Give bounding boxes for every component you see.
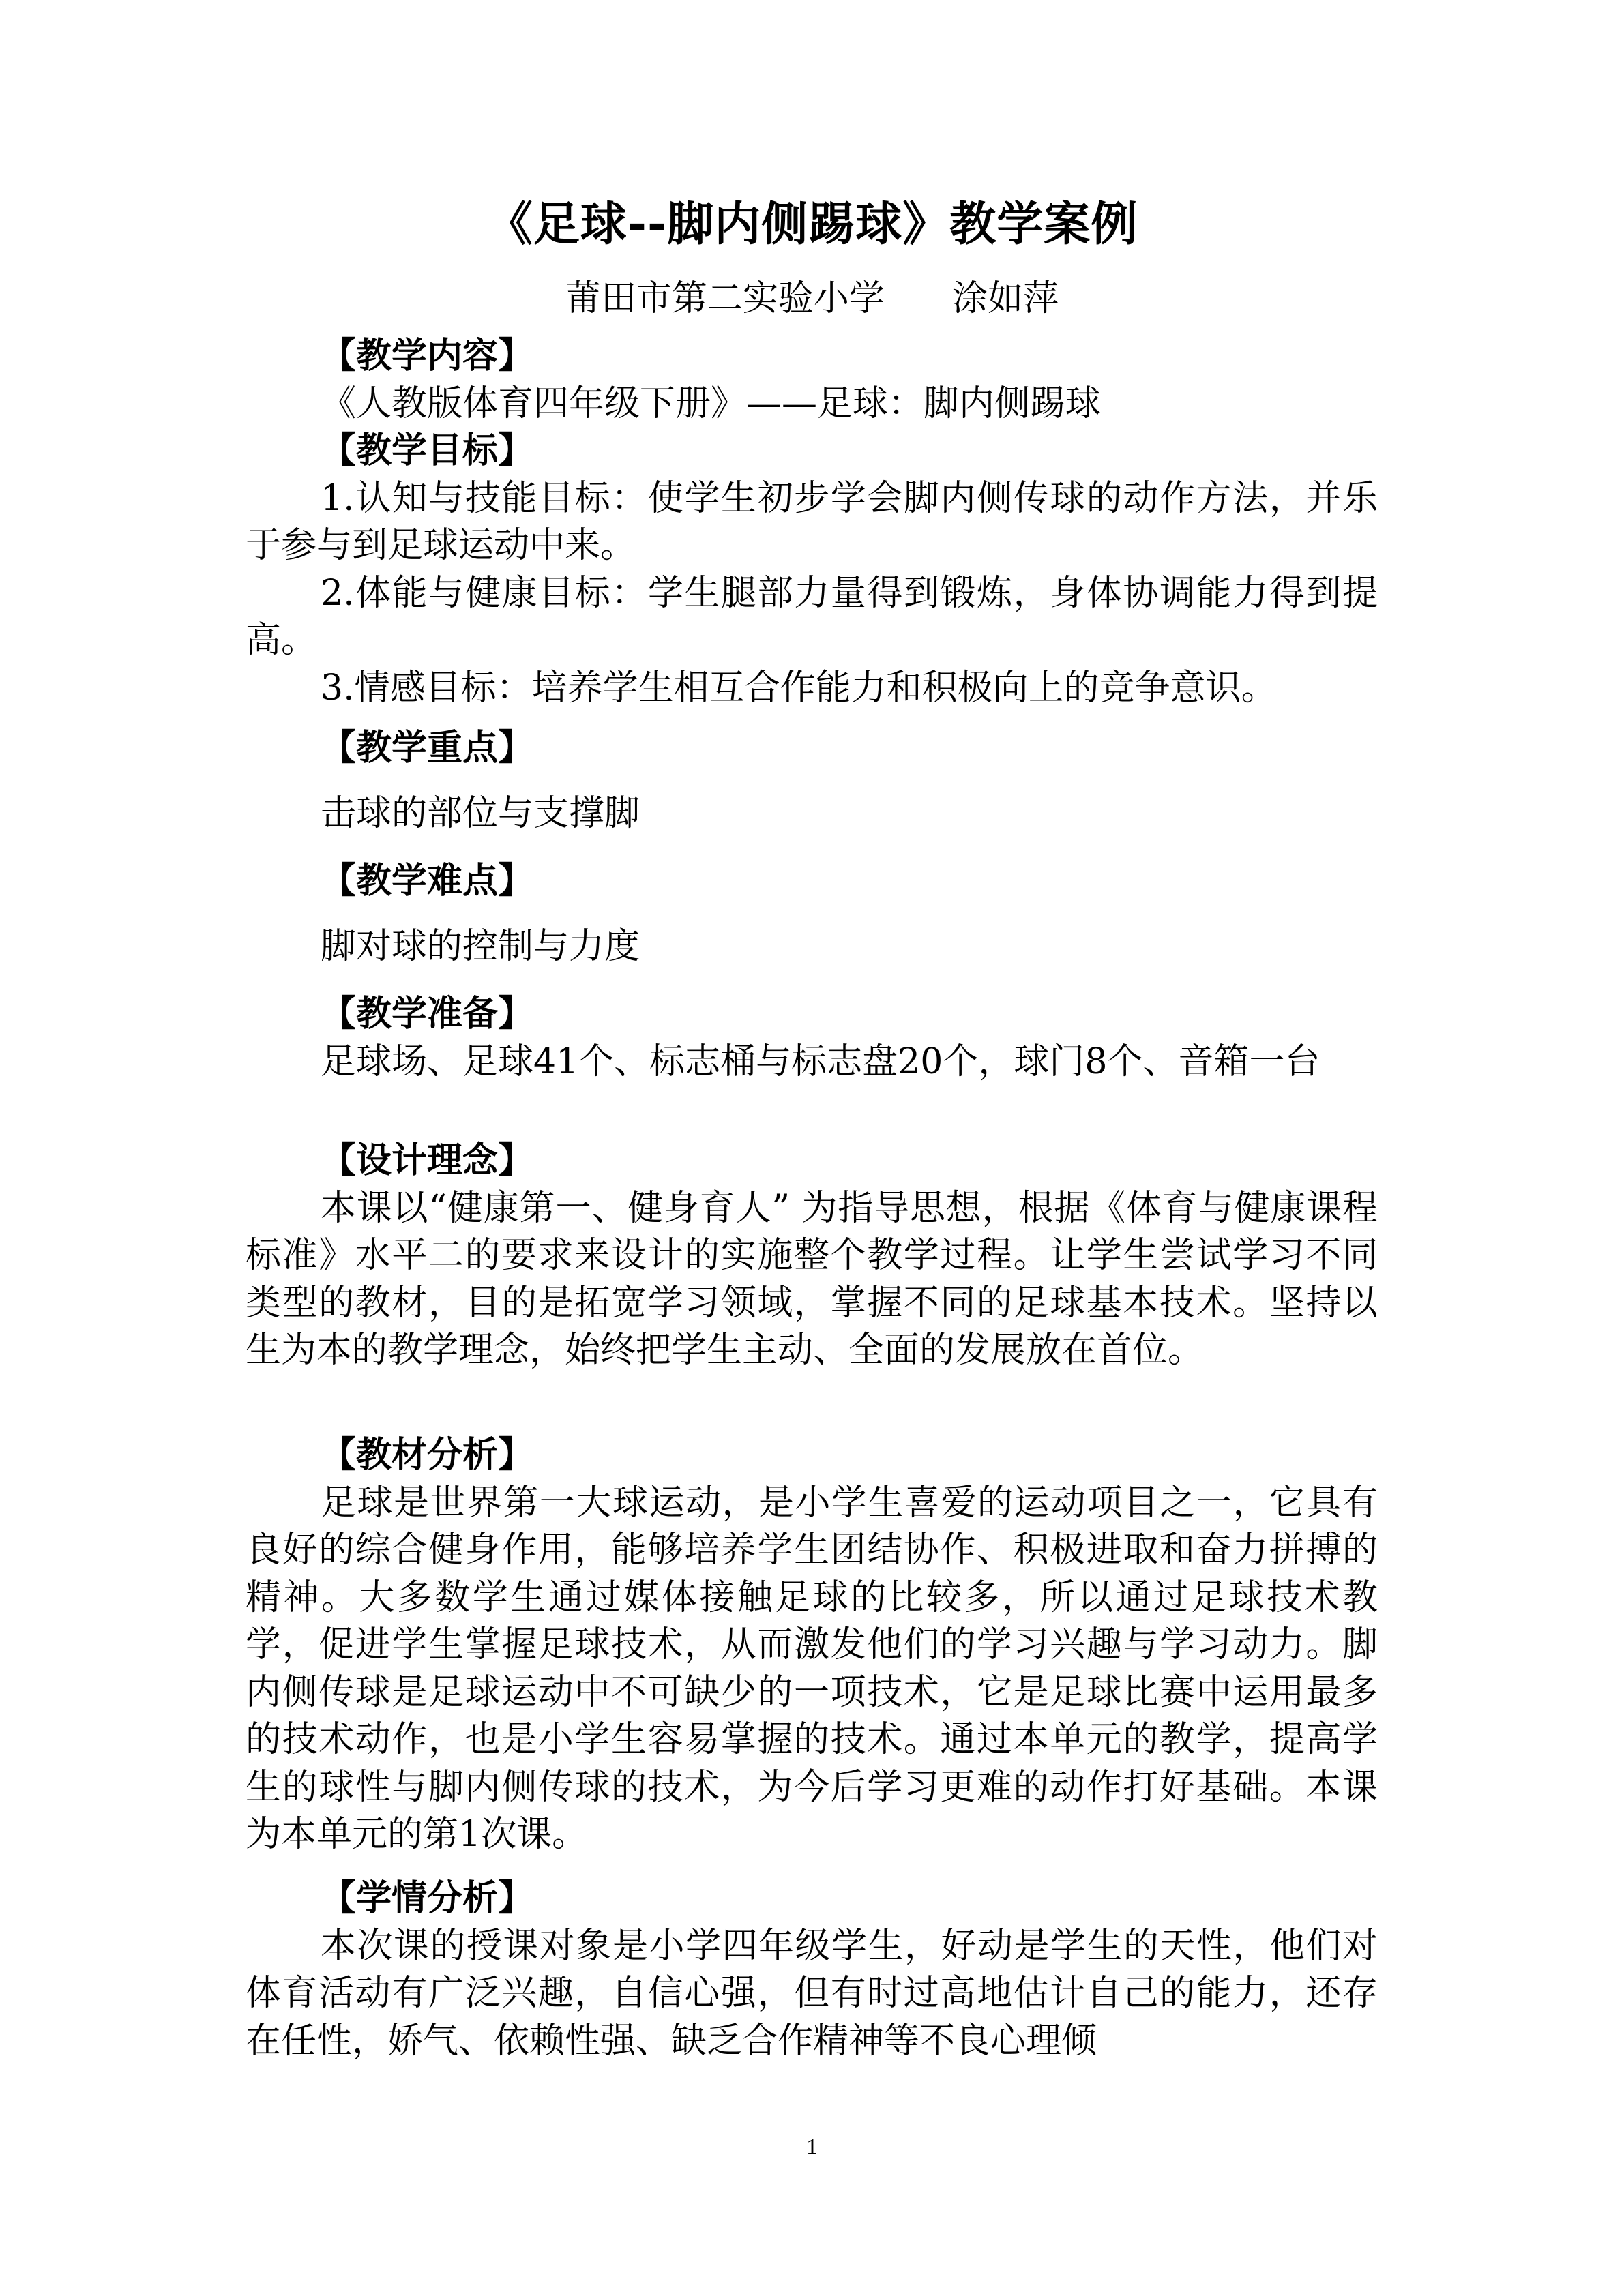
- section-heading-material: 【教材分析】: [321, 1435, 534, 1476]
- section-students: [246, 1875, 1378, 2065]
- section-heading-goals: 【教学目标】: [321, 430, 534, 471]
- key-points-text: 击球的部位与支撑脚: [321, 792, 640, 834]
- material-text: 足球是世界第一大球运动，是小学生喜爱的运动项目之一，它具有良好的综合健身作用，能够培养学生团结协作、积极进取和奋力拼搏的精神。大多数学生通过媒体接触足球的比较多，所以通过足球技术教学，促进学生掌握足球技术，从而激发他们的学习兴趣与学习动力。脚内侧传球是足球运动中不可缺少的一项技术，它是足球比赛中运用最多的技术动作，也是小学生容易掌握的技术。通过本单元的教学，提高学生的球性与脚内侧传球的技术，为今后学习更难的动作打好基础。本课为本单元的第1次课。: [246, 1482, 1378, 1855]
- section-design: [246, 1137, 1378, 1375]
- section-key-points: [246, 725, 1378, 837]
- section-goals: [246, 428, 1378, 712]
- page-number: 1: [806, 2134, 818, 2160]
- section-heading-design: 【设计理念】: [321, 1140, 534, 1181]
- section-difficulties: [246, 858, 1378, 970]
- section-heading-key-points: 【教学重点】: [321, 728, 534, 769]
- goal-item: 1.认知与技能目标：使学生初步学会脚内侧传球的动作方法，并乐于参与到足球运动中来。: [246, 477, 1378, 566]
- section-heading-difficulties: 【教学难点】: [321, 861, 534, 901]
- section-material: [246, 1432, 1378, 1859]
- design-text: 本课以“健康第一、健身育人” 为指导思想，根据《体育与健康课程标准》水平二的要求来设计的实施整个教学过程。让学生尝试学习不同类型的教材，目的是拓宽学习领域，掌握不同的足球基本技术。坚持以生为本的教学理念，始终把学生主动、全面的发展放在首位。: [246, 1187, 1378, 1371]
- section-heading-preparation: 【教学准备】: [321, 994, 534, 1034]
- students-text: 本次课的授课对象是小学四年级学生，好动是学生的天性，他们对体育活动有广泛兴趣，自信心强，但有时过高地估计自己的能力，还存在任性，娇气、依赖性强、缺乏合作精神等不良心理倾: [246, 1925, 1378, 2061]
- goal-item: 2.体能与健康目标：学生腿部力量得到锻炼，身体协调能力得到提高。: [246, 572, 1378, 661]
- author-byline: 莆田市第二实验小学 涂如萍: [565, 278, 1059, 319]
- document-title: 《足球--脚内侧踢球》教学案例: [486, 198, 1138, 252]
- goal-item: 3.情感目标：培养学生相互合作能力和积极向上的竞争意识。: [321, 667, 1277, 709]
- section-content: [246, 333, 1378, 428]
- preparation-text: 足球场、足球41个、标志桶与标志盘20个，球门8个、音箱一台: [321, 1041, 1320, 1082]
- content-text: 《人教版体育四年级下册》——足球：脚内侧踢球: [321, 383, 1102, 424]
- section-heading-content: 【教学内容】: [321, 336, 534, 376]
- section-preparation: [246, 991, 1378, 1086]
- difficulties-text: 脚对球的控制与力度: [321, 925, 640, 967]
- section-heading-students: 【学情分析】: [321, 1878, 534, 1919]
